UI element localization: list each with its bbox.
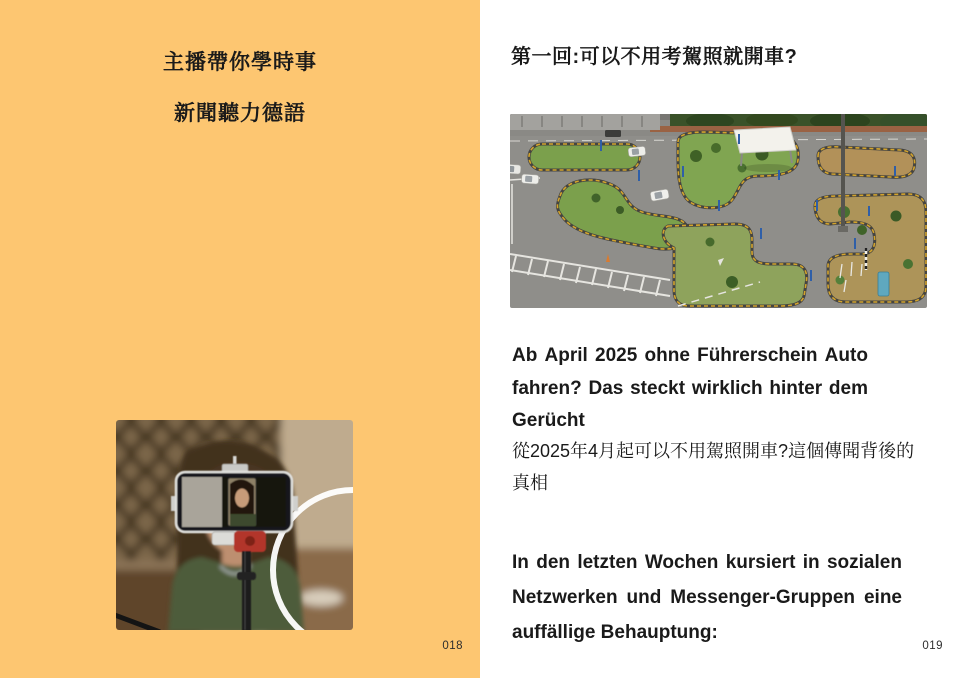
car — [521, 174, 539, 184]
fence — [510, 114, 660, 130]
mount-knuckle — [212, 532, 236, 545]
phone-screen-selfie-preview — [228, 478, 256, 526]
article-title-line: Ab April 2025 ohne Führerschein Auto — [512, 345, 868, 366]
car — [510, 164, 521, 174]
car — [605, 130, 621, 137]
green-sweater — [168, 557, 304, 630]
article-subtitle-line: 真相 — [512, 472, 548, 493]
paragraph-line: Netzwerken und Messenger-Gruppen eine — [512, 587, 902, 609]
driving-course-illustration — [510, 114, 927, 308]
host-photo — [116, 420, 353, 630]
chapter-heading: 第一回:可以不用考駕照就開車? — [511, 46, 798, 68]
host-photo-illustration — [116, 420, 353, 630]
light-pole — [841, 114, 845, 230]
tripod-knob — [237, 572, 256, 580]
article-title-line: Gerücht — [512, 410, 585, 431]
driving-course-photo — [510, 114, 927, 308]
grass-island — [529, 144, 640, 170]
tripod-pole — [242, 551, 251, 630]
car — [628, 146, 646, 157]
minibus — [878, 272, 889, 296]
dirt-island — [818, 147, 915, 177]
page-number-left: 018 — [442, 640, 463, 652]
article-subtitle-line: 從2025年4月起可以不用駕照開車?這個傳聞背後的 — [512, 441, 915, 461]
paragraph-line: auffällige Behauptung: — [512, 622, 718, 644]
article-title-german — [512, 340, 868, 438]
article-title-line: fahren? Das steckt wirklich hinter dem — [512, 377, 868, 399]
paragraph-line: In den letzten Wochen kursiert in sozialen — [512, 552, 902, 573]
right-page — [480, 0, 960, 678]
article-paragraph-german — [512, 545, 902, 651]
series-subtitle: 新聞聽力德語 — [174, 102, 306, 125]
page-number-right: 019 — [922, 640, 943, 652]
series-title: 主播帶你學時事 — [163, 51, 317, 74]
article-title-chinese — [512, 436, 942, 499]
